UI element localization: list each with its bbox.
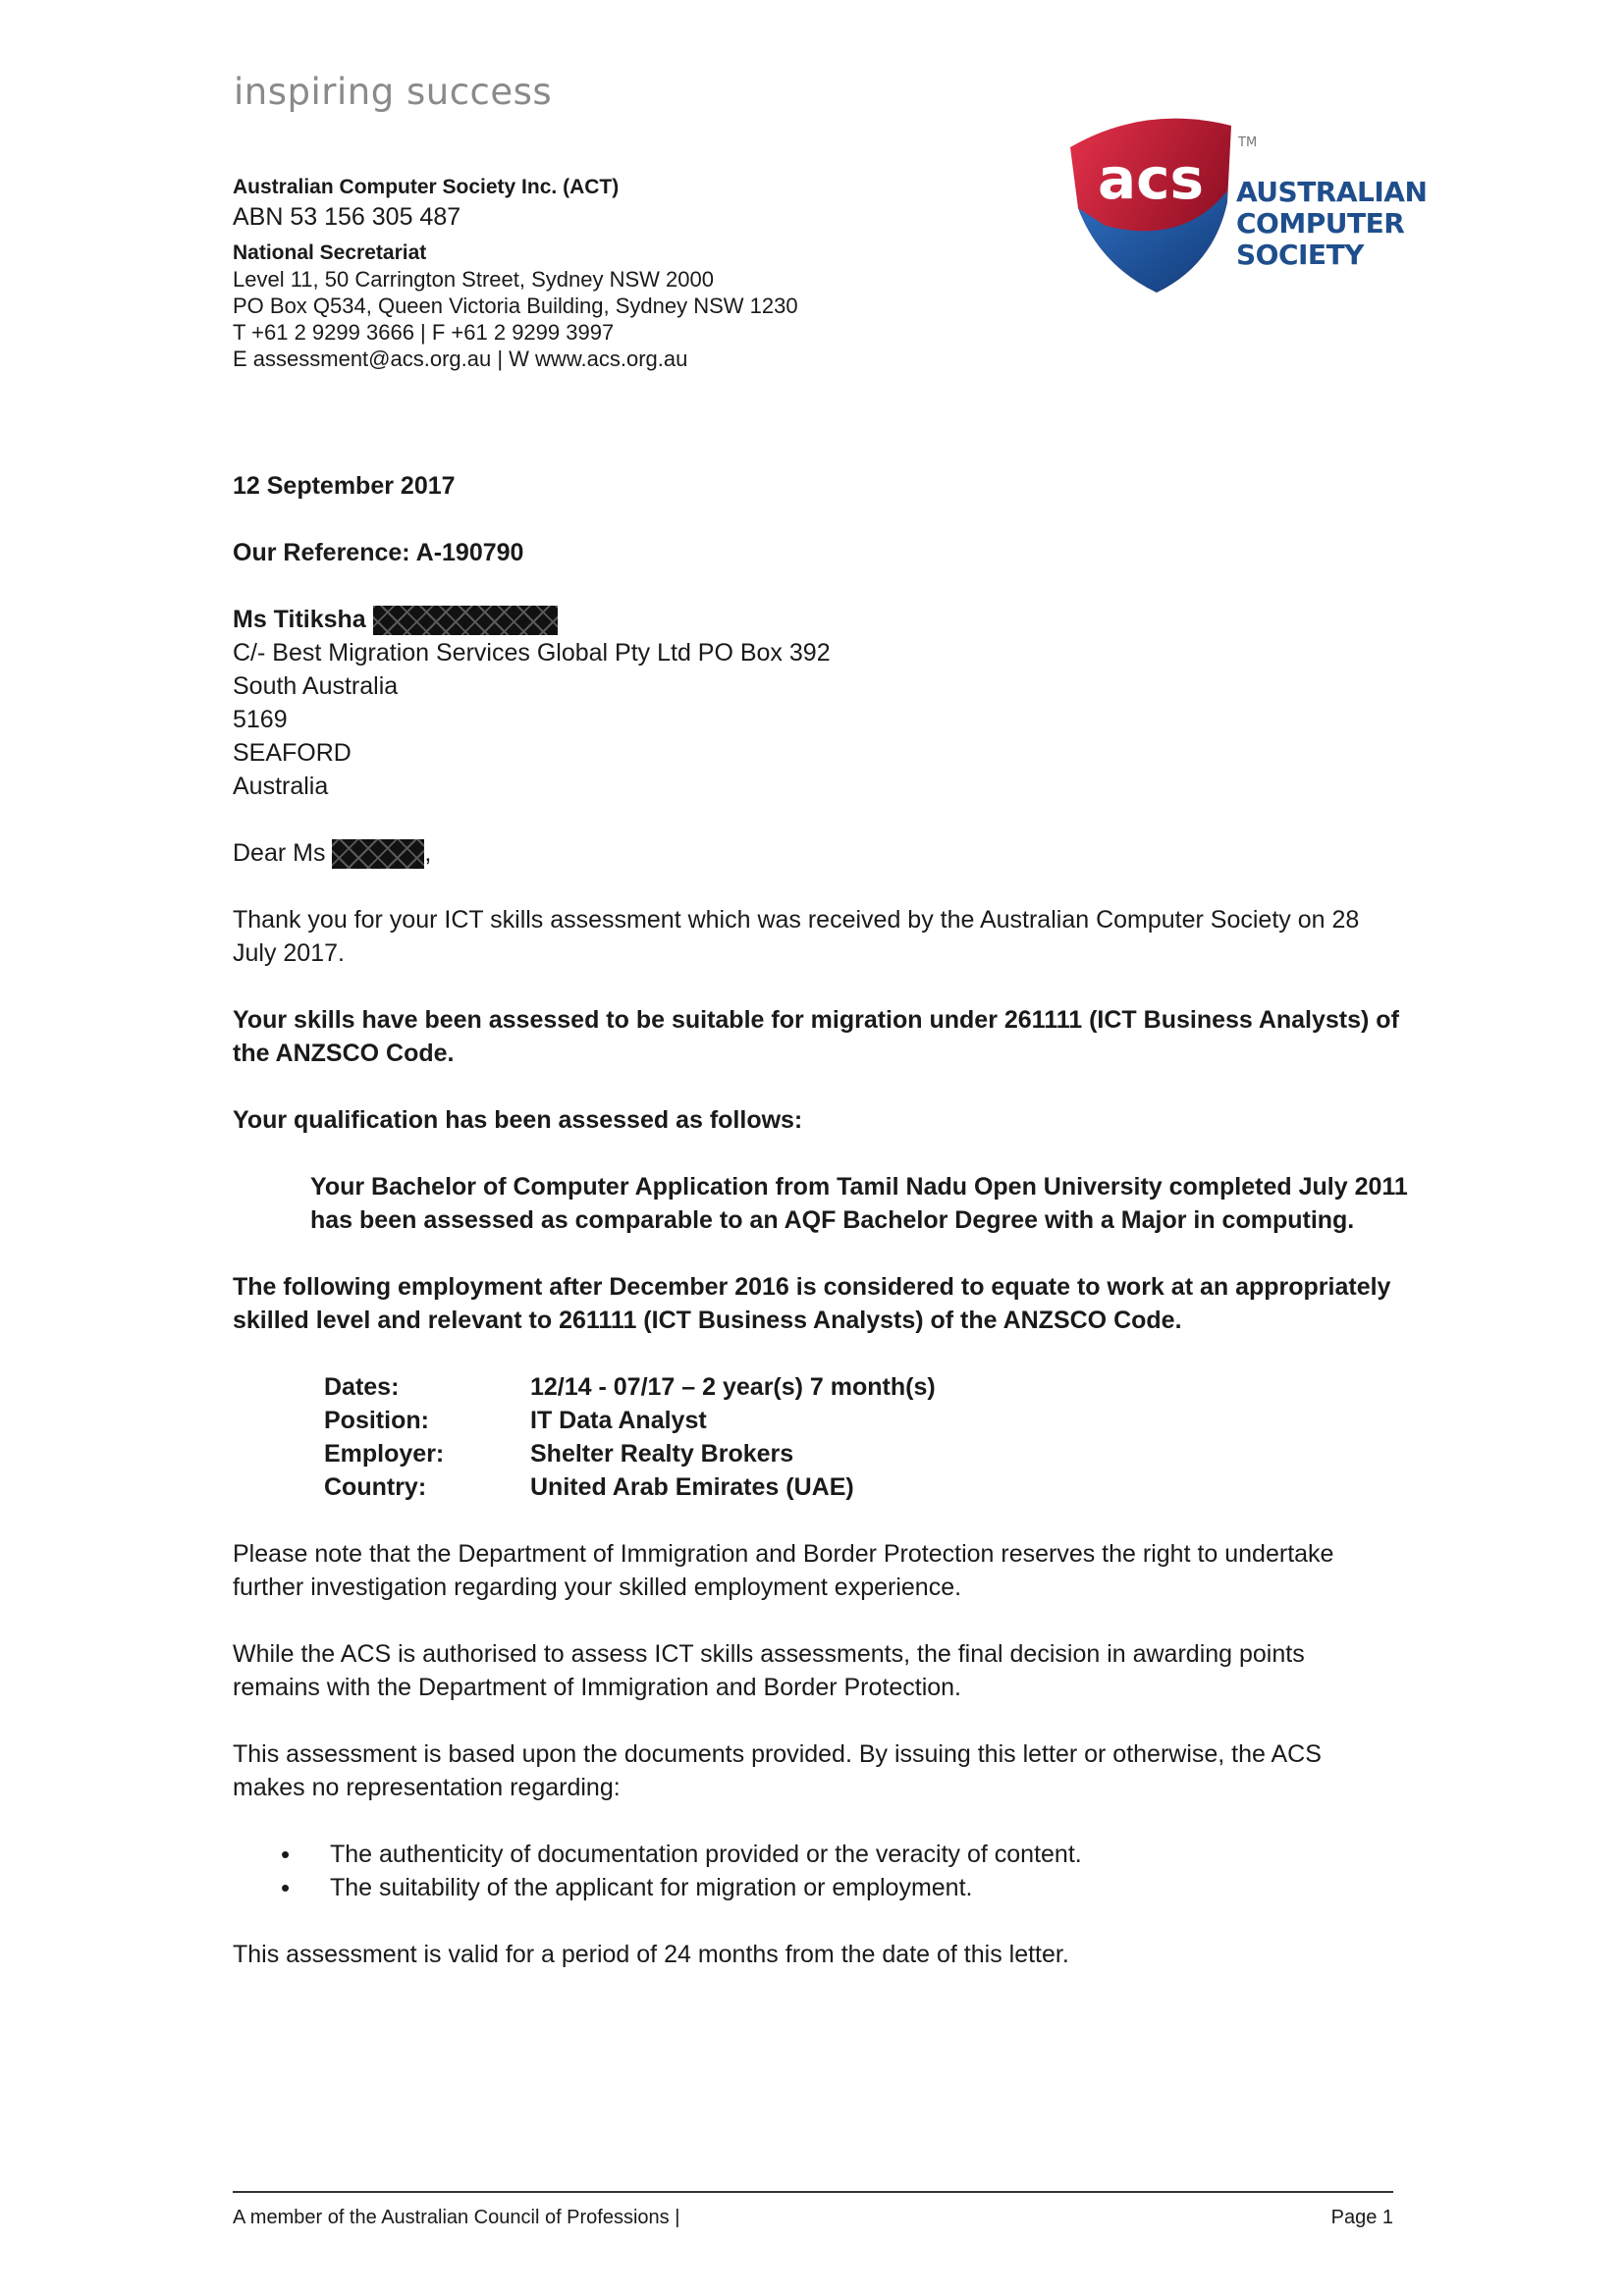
redaction-block: [373, 606, 558, 635]
po-box-address: PO Box Q534, Queen Victoria Building, Sydney NSW 1230: [233, 294, 798, 318]
acs-logo: [1066, 108, 1428, 304]
recipient-name-line: [233, 603, 558, 636]
employment-line-2: skilled level and relevant to 261111 (ICT Business Analysts) of the ANZSCO Code.: [233, 1307, 1182, 1334]
org-abn: ABN 53 156 305 487: [233, 203, 461, 231]
email-web: E assessment@acs.org.au | W www.acs.org.au: [233, 347, 688, 371]
recipient-address-1: C/- Best Migration Services Global Pty Ltd PO Box 392: [233, 639, 831, 667]
recipient-name: Ms Titiksha: [233, 606, 366, 633]
our-reference: Our Reference: A-190790: [233, 539, 524, 566]
bullet-item: The suitability of the applicant for migration or employment.: [330, 1874, 973, 1901]
employment-employer-label: Employer:: [324, 1440, 445, 1468]
basis-line-1: This assessment is based upon the documents provided. By issuing this letter or otherwise, the ACS: [233, 1740, 1322, 1768]
employment-dates-value: 12/14 - 07/17 – 2 year(s) 7 month(s): [530, 1373, 936, 1401]
logo-line-society: SOCIETY: [1236, 239, 1364, 271]
logo-line-computer: COMPUTER: [1236, 207, 1405, 240]
employment-position-label: Position:: [324, 1407, 429, 1434]
intro-line-2: July 2017.: [233, 939, 345, 967]
note-line-1: Please note that the Department of Immigration and Border Protection reserves the right to undertake: [233, 1540, 1334, 1568]
qualification-line-2: has been assessed as comparable to an AQF Bachelor Degree with a Major in computing.: [310, 1206, 1355, 1234]
redaction-block: [332, 839, 424, 869]
bullet-icon: •: [281, 1840, 291, 1869]
bullet-item: The authenticity of documentation provided or the veracity of content.: [330, 1841, 1082, 1868]
footer-divider: [233, 2191, 1393, 2193]
employment-country-value: United Arab Emirates (UAE): [530, 1473, 854, 1501]
footer-membership: A member of the Australian Council of Professions |: [233, 2207, 680, 2228]
acs-shield-icon: [1066, 108, 1238, 304]
validity-statement: This assessment is valid for a period of 24 months from the date of this letter.: [233, 1941, 1069, 1968]
intro-line-1: Thank you for your ICT skills assessment which was received by the Australian Computer Society on 28: [233, 906, 1360, 934]
salutation: [233, 836, 431, 870]
employment-position-value: IT Data Analyst: [530, 1407, 707, 1434]
qualification-heading: Your qualification has been assessed as follows:: [233, 1106, 803, 1134]
logo-line-australian: AUSTRALIAN: [1236, 176, 1428, 208]
salutation-comma: ,: [424, 839, 432, 867]
recipient-address-2: South Australia: [233, 672, 399, 700]
phone-fax: T +61 2 9299 3666 | F +61 2 9299 3997: [233, 320, 615, 345]
org-name: Australian Computer Society Inc. (ACT): [233, 176, 620, 198]
authority-line-1: While the ACS is authorised to assess ICT skills assessments, the final decision in awarding points: [233, 1640, 1305, 1668]
sender-address-block: [233, 177, 798, 375]
page-number: Page 1: [1330, 2207, 1393, 2228]
bullet-icon: •: [281, 1873, 291, 1902]
skills-line-2: the ANZSCO Code.: [233, 1040, 455, 1067]
secretariat-heading: National Secretariat: [233, 241, 427, 264]
qualification-line-1: Your Bachelor of Computer Application from Tamil Nadu Open University completed July 2011: [310, 1173, 1408, 1201]
letter-date: 12 September 2017: [233, 472, 456, 500]
recipient-address-3: 5169: [233, 706, 288, 733]
skills-line-1: Your skills have been assessed to be suitable for migration under 261111 (ICT Business Analysts) of: [233, 1006, 1399, 1034]
street-address: Level 11, 50 Carrington Street, Sydney NSW 2000: [233, 267, 714, 292]
recipient-address-5: Australia: [233, 773, 329, 800]
tagline: inspiring success: [234, 71, 553, 113]
acs-mark: acs: [1097, 145, 1205, 212]
recipient-address-4: SEAFORD: [233, 739, 352, 767]
trademark: TM: [1238, 135, 1258, 150]
employment-employer-value: Shelter Realty Brokers: [530, 1440, 794, 1468]
note-line-2: further investigation regarding your skilled employment experience.: [233, 1574, 962, 1601]
employment-country-label: Country:: [324, 1473, 427, 1501]
basis-line-2: makes no representation regarding:: [233, 1774, 621, 1801]
employment-line-1: The following employment after December 2016 is considered to equate to work at an appropriately: [233, 1273, 1391, 1301]
authority-line-2: remains with the Department of Immigration and Border Protection.: [233, 1674, 962, 1701]
employment-dates-label: Dates:: [324, 1373, 400, 1401]
salutation-text: Dear Ms: [233, 839, 326, 867]
